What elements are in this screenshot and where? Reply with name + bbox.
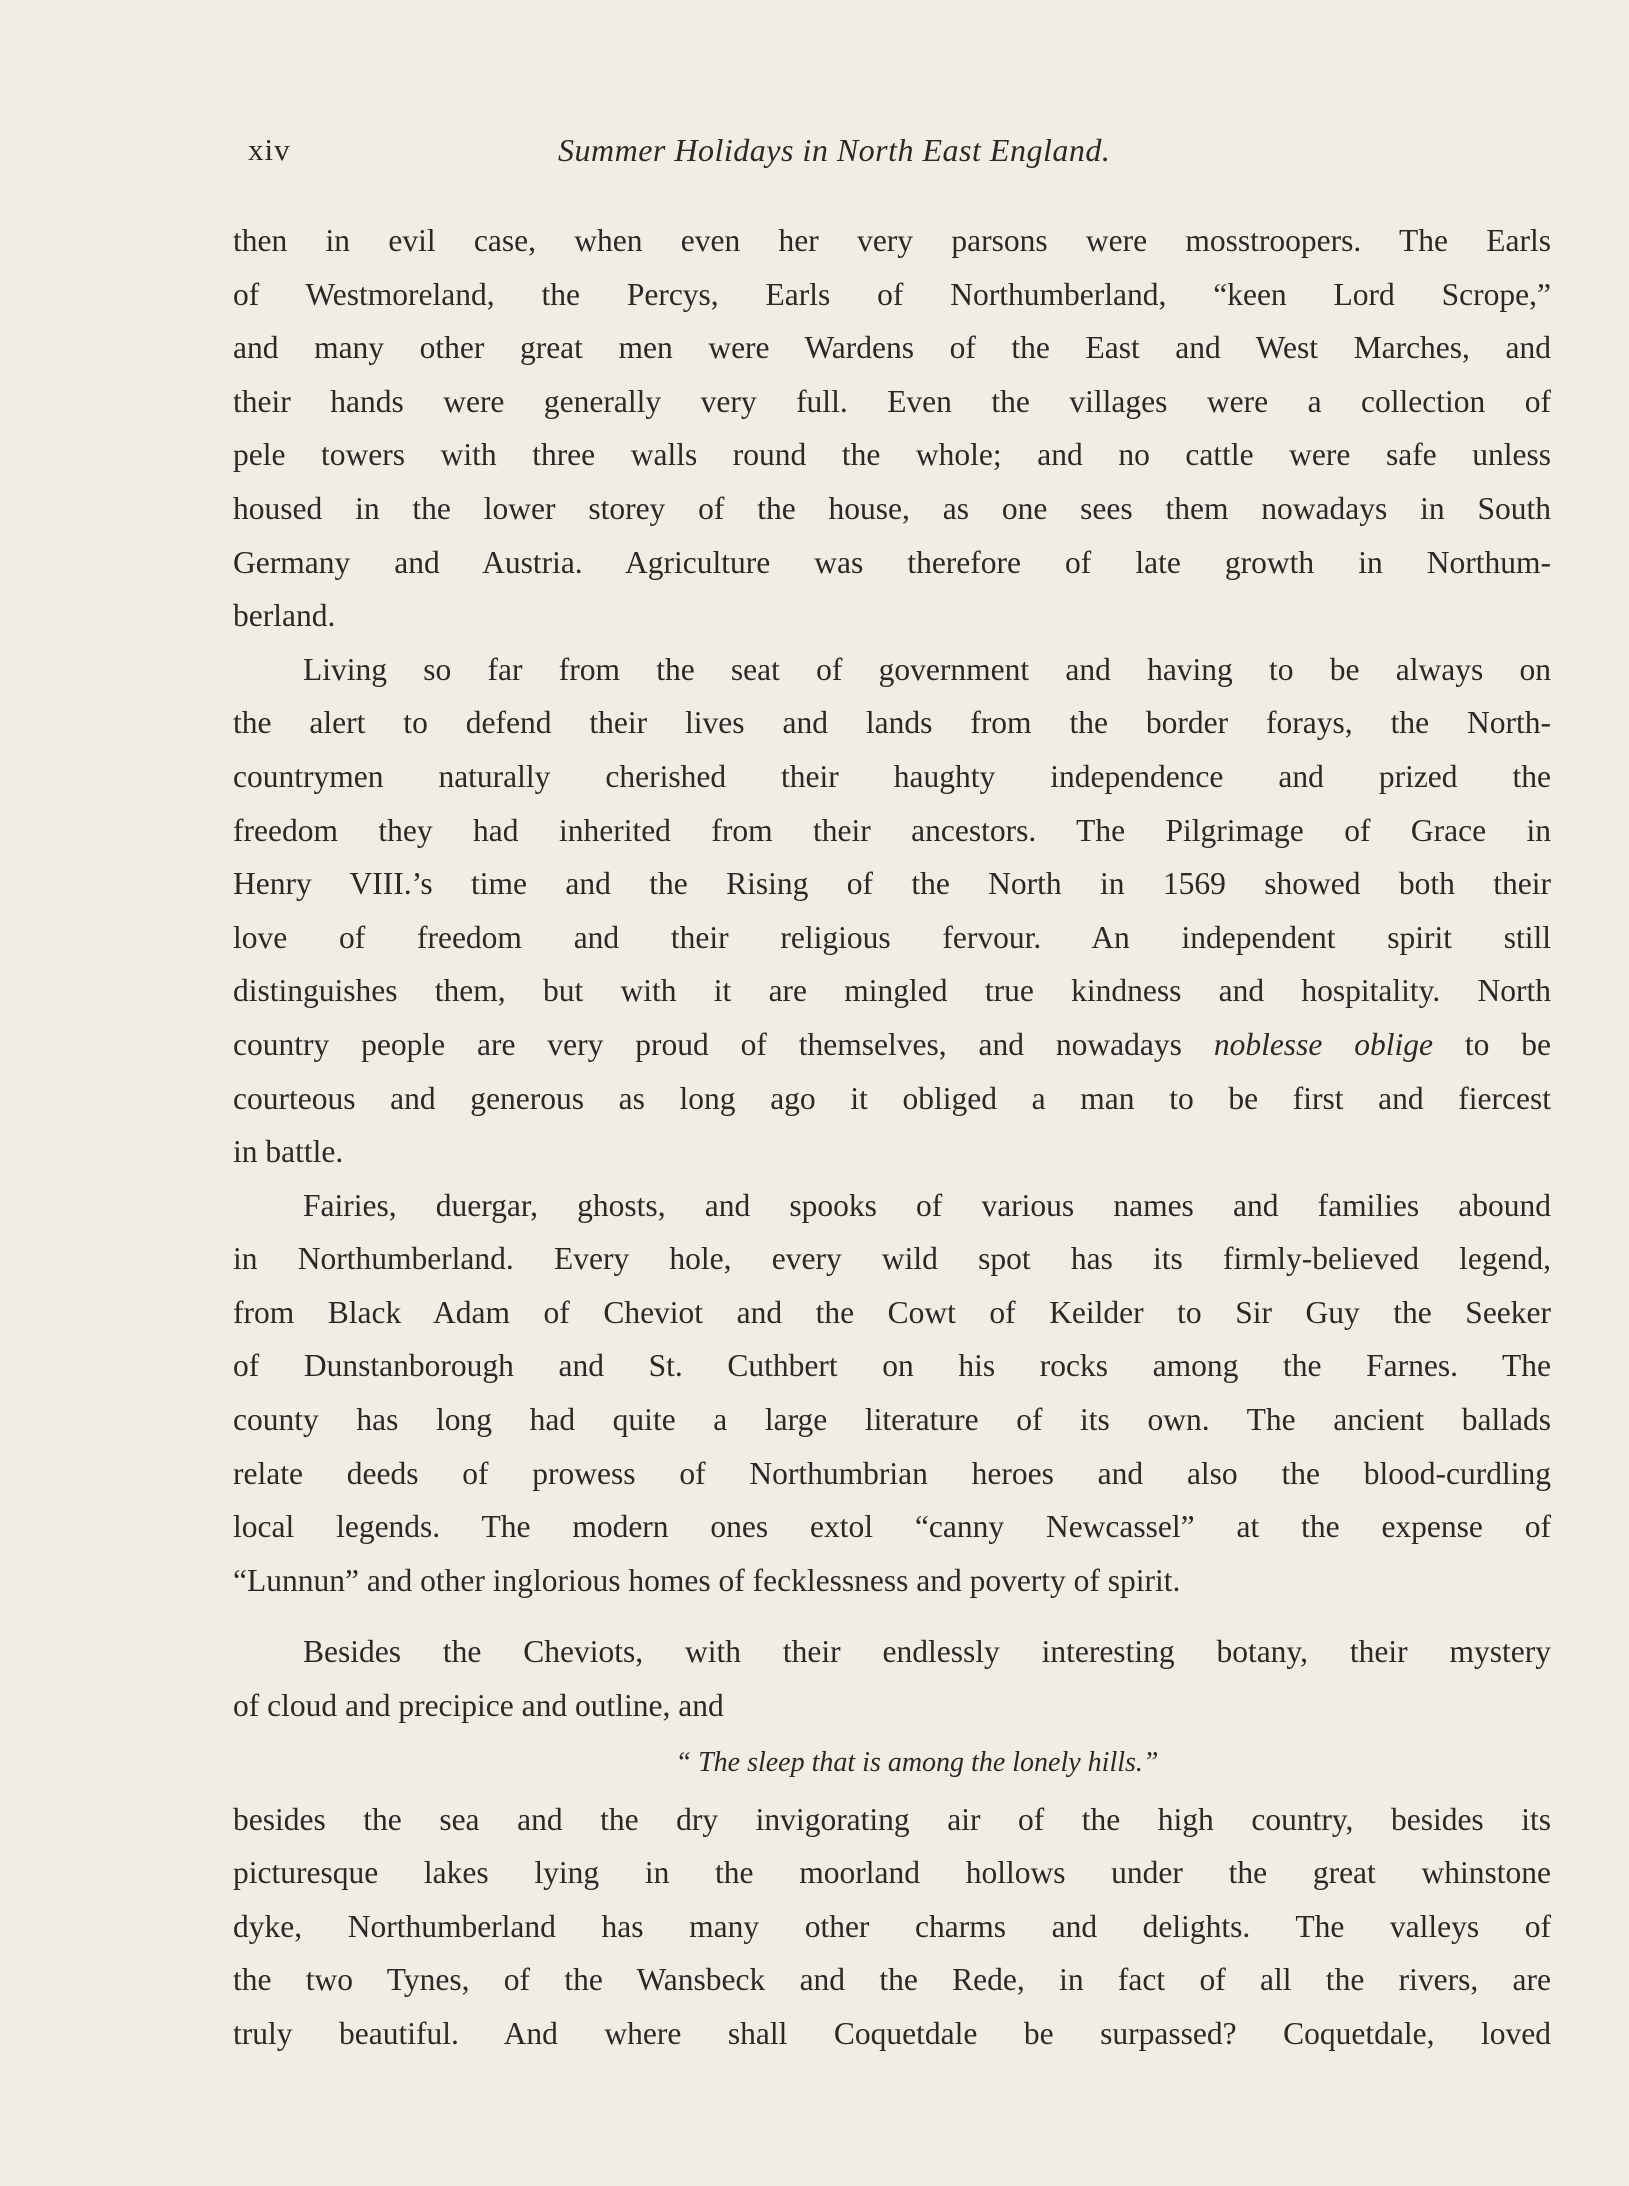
text-line: county has long had quite a large literature of its own. The ancient ballads — [233, 1402, 1551, 1438]
text-line: love of freedom and their religious fervour. An independent spirit still — [233, 919, 1551, 955]
text-line: of Westmoreland, the Percys, Earls of Northumberland, “keen Lord Scrope,” — [233, 276, 1551, 312]
text-line: truly beautiful. And where shall Coquetdale be surpassed? Coquetdale, loved — [233, 2016, 1551, 2051]
verse-quote: “ The sleep that is among the lonely hills.” — [675, 1746, 1159, 1778]
text-line: dyke, Northumberland has many other charms and delights. The valleys of — [233, 1908, 1551, 1944]
text-line: freedom they had inherited from their ancestors. The Pilgrimage of Grace in — [233, 812, 1551, 848]
text-segment: to be — [1464, 1026, 1551, 1062]
text-line: of Dunstanborough and St. Cuthbert on his rocks among the Farnes. The — [233, 1348, 1551, 1384]
running-title: Summer Holidays in North East England. — [558, 132, 1111, 168]
text-line: countrymen naturally cherished their haughty independence and prized the — [233, 758, 1551, 794]
text-line: pele towers with three walls round the whole; and no cattle were safe unless — [233, 437, 1551, 473]
text-line: then in evil case, when even her very parsons were mosstroopers. The Earls — [233, 223, 1551, 258]
page-header — [0, 132, 1629, 182]
text-line-with-italic — [233, 1018, 1551, 1072]
text-line: Living so far from the seat of government and having to be always on — [303, 651, 1551, 687]
text-line: “Lunnun” and other inglorious homes of fecklessness and poverty of spirit. — [233, 1562, 1181, 1598]
text-line: local legends. The modern ones extol “canny Newcassel” at the expense of — [233, 1509, 1551, 1545]
text-line: their hands were generally very full. Even the villages were a collection of — [233, 383, 1551, 419]
text-line: picturesque lakes lying in the moorland hollows under the great whinstone — [233, 1855, 1551, 1891]
text-segment: country people are very proud of themselves, and nowadays — [233, 1026, 1182, 1062]
paragraph-gap — [233, 1607, 1551, 1625]
text-line: Fairies, duergar, ghosts, and spooks of various names and families abound — [303, 1187, 1551, 1223]
body-text — [233, 214, 1551, 2061]
text-line: courteous and generous as long ago it obliged a man to be first and fiercest — [233, 1080, 1551, 1116]
text-line: the alert to defend their lives and lands from the border forays, the North- — [233, 705, 1551, 741]
text-line: Henry VIII.’s time and the Rising of the North in 1569 showed both their — [233, 866, 1551, 902]
text-line: Germany and Austria. Agriculture was therefore of late growth in Northum- — [233, 544, 1551, 580]
italic-phrase: noblesse oblige — [1213, 1026, 1433, 1062]
text-line: from Black Adam of Cheviot and the Cowt of Keilder to Sir Guy the Seeker — [233, 1294, 1551, 1330]
text-line: the two Tynes, of the Wansbeck and the Rede, in fact of all the rivers, are — [233, 1962, 1551, 1998]
text-line: relate deeds of prowess of Northumbrian heroes and also the blood-curdling — [233, 1455, 1551, 1491]
text-line: distinguishes them, but with it are mingled true kindness and hospitality. North — [233, 973, 1551, 1009]
text-line: in Northumberland. Every hole, every wild spot has its firmly-believed legend, — [233, 1241, 1551, 1277]
text-line: besides the sea and the dry invigorating air of the high country, besides its — [233, 1801, 1551, 1837]
text-line: Besides the Cheviots, with their endlessly interesting botany, their mystery — [303, 1634, 1551, 1670]
text-line: and many other great men were Wardens of the East and West Marches, and — [233, 330, 1551, 366]
text-line: housed in the lower storey of the house, as one sees them nowadays in South — [233, 490, 1551, 526]
text-line: of cloud and precipice and outline, and — [233, 1688, 724, 1724]
text-line: in battle. — [233, 1134, 344, 1170]
text-line: berland. — [233, 598, 336, 634]
page-number: xiv — [248, 132, 291, 167]
